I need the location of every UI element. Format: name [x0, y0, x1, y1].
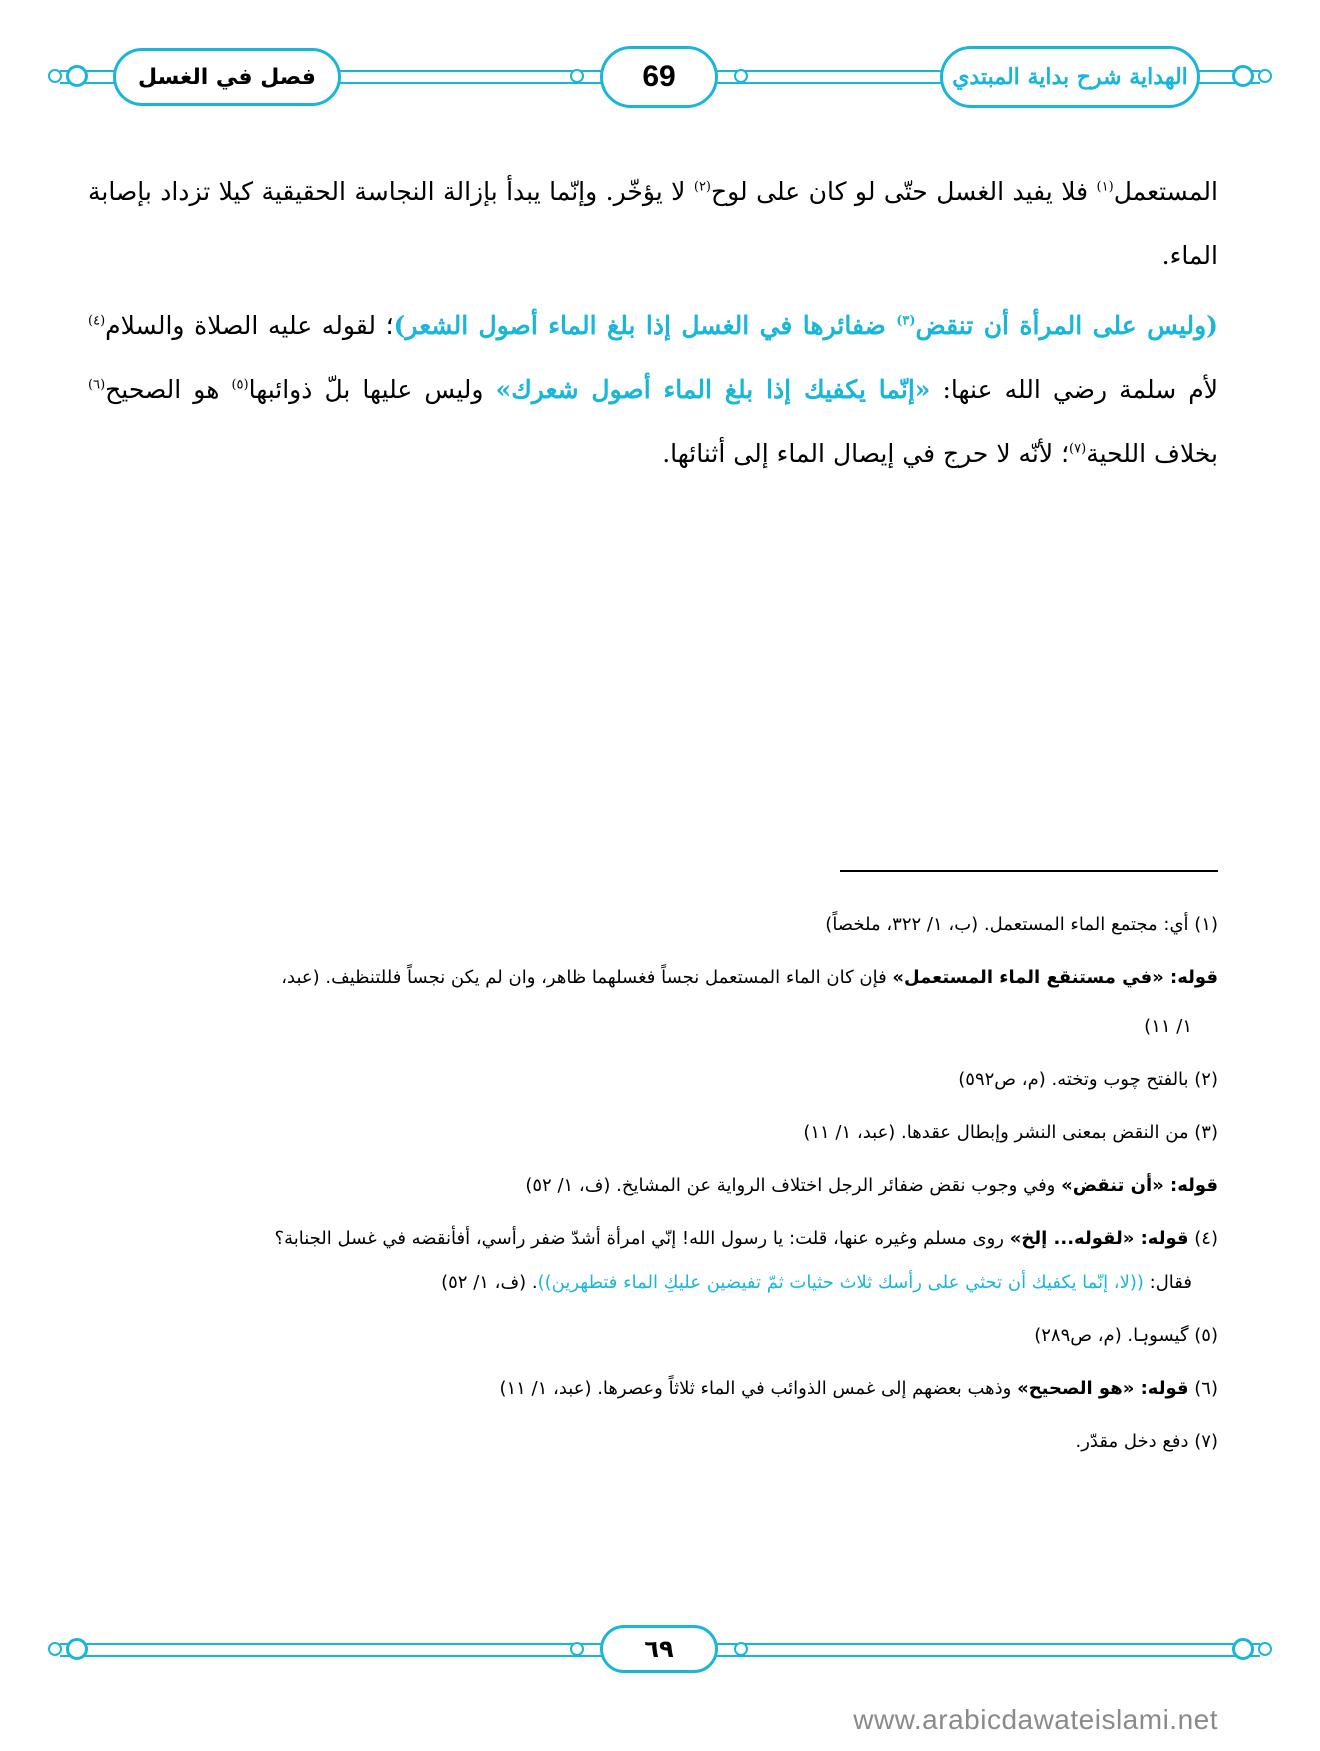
hadith-quote: «إنّما يكفيك إذا بلغ الماء أصول شعرك»: [495, 375, 931, 404]
ornament-right-small-icon: [1258, 1642, 1272, 1656]
ornament-left-small-icon: [48, 69, 62, 83]
footnote-1-commentary: [88, 963, 1218, 993]
footnote-number: (٤): [1188, 1228, 1218, 1249]
footnote-ref[interactable]: (٤): [88, 313, 106, 329]
ornament-left-small-icon: [48, 1642, 62, 1656]
hadith-quote: ((لا، إنّما يكفيك أن تحثي على رأسك ثلاث حثيات ثمّ تفيضين عليكِ الماء فتطهرين)): [537, 1272, 1144, 1293]
footer-page-number: ٦٩: [600, 1625, 718, 1673]
text-run: فلا يفيد الغسل حتّى لو كان على لوح: [711, 177, 1097, 206]
footnote-4-cont: [88, 1268, 1218, 1298]
footnotes: [88, 910, 1218, 1480]
ornament-mid-right-icon: [734, 1642, 748, 1656]
commentary-label: قوله: «في مستنقع الماء المستعمل»: [892, 967, 1218, 988]
footnote-ref[interactable]: (٥): [231, 377, 249, 393]
ornament-mid-right-icon: [734, 69, 748, 83]
ornament-right-icon: [1232, 1638, 1254, 1660]
ornament-right-small-icon: [1258, 69, 1272, 83]
footnote-1-commentary-cont: ١/ ١١): [1144, 1016, 1192, 1037]
text-run: هو الصحيح: [105, 375, 232, 404]
footnote-4: [88, 1224, 1218, 1254]
website-url[interactable]: www.arabicdawateislami.net: [853, 1704, 1218, 1735]
ornament-right-icon: [1232, 65, 1254, 87]
footnote-ref[interactable]: (٦): [88, 377, 106, 393]
footnote-6: [88, 1374, 1218, 1404]
footnote-1: (١) أي: مجتمع الماء المستعمل. (ب، ١/ ٣٢٢، ملخصاً): [825, 914, 1218, 935]
ornament-left-icon: [66, 1638, 88, 1660]
text-run: بخلاف اللحية: [1086, 439, 1218, 468]
text-run: لا يؤخّر. وإنّما يبدأ بإزالة النجاسة الحقيقية كيلا تزداد بإصابة الماء.: [88, 177, 1218, 270]
text-run: لأم سلمة رضي الله عنها:: [930, 375, 1218, 404]
footer-rule-bottom-right: [712, 1655, 1260, 1657]
footnote-number: (٦): [1188, 1378, 1218, 1399]
ornament-mid-left-icon: [570, 69, 584, 83]
ornament-mid-left-icon: [570, 1642, 584, 1656]
page-number: 69: [600, 46, 718, 108]
footnote-ref[interactable]: (١): [1096, 179, 1114, 195]
footnote-5: (٥) گيسوہا. (م، ص٢٨٩): [1034, 1325, 1218, 1346]
footer-rule-top-left: [60, 1643, 605, 1645]
text-run: . (ف، ١/ ٥٢): [441, 1272, 538, 1293]
main-paragraph-1: [88, 160, 1218, 288]
main-paragraph-2: [88, 294, 1218, 486]
commentary-text: وذهب بعضهم إلى غمس الذوائب في الماء ثلاثاً وعصرها. (عبد، ١/ ١١): [499, 1378, 1018, 1399]
footer-rule-top-right: [712, 1643, 1260, 1645]
text-run: فقال:: [1143, 1272, 1192, 1293]
footnote-ref[interactable]: (٧): [1069, 441, 1087, 457]
footnote-separator: [840, 870, 1218, 872]
section-title: فصل في الغسل: [113, 48, 341, 106]
footnote-ref[interactable]: (٣): [896, 313, 916, 329]
text-run: المستعمل: [1113, 177, 1218, 206]
text-run: ؛ لأنّه لا حرج في إيصال الماء إلى أثنائها.: [662, 439, 1070, 468]
footnote-7: (٧) دفع دخل مقدّر.: [1075, 1431, 1218, 1452]
commentary-text: روى مسلم وغيره عنها، قلت: يا رسول الله! إنّي امرأة أشدّ ضفر رأسي، أفأنقضه في غسل الجنابة؟: [274, 1228, 1010, 1249]
footer-rule-bottom-left: [60, 1655, 605, 1657]
commentary-text: وفي وجوب نقض ضفائر الرجل اختلاف الرواية عن المشايخ. (ف، ١/ ٥٢): [525, 1175, 1062, 1196]
text-run: ؛ لقوله عليه الصلاة والسلام: [105, 311, 394, 340]
text-run: وليس عليها بلّ ذوائبها: [248, 375, 496, 404]
footnote-2: (٢) بالفتح چوب وتخته. (م، ص٥٩٢): [958, 1069, 1218, 1090]
commentary-label: قوله: «أن تنقض»: [1061, 1175, 1218, 1196]
commentary-label: قوله: «لقوله... إلخ»: [1009, 1228, 1189, 1249]
footnote-3: (٣) من النقض بمعنى النشر وإبطال عقدها. (عبد، ١/ ١١): [803, 1122, 1218, 1143]
footnote-3-commentary: [88, 1171, 1218, 1201]
commentary-text: فإن كان الماء المستعمل نجساً فغسلهما ظاهر، وان لم يكن نجساً فللتنظيف. (عبد،: [281, 967, 893, 988]
matn-text: (وليس على المرأة أن تنقض: [915, 311, 1219, 340]
commentary-label: قوله: «هو الصحيح»: [1017, 1378, 1189, 1399]
book-title: الهداية شرح بداية المبتدي: [940, 46, 1200, 108]
ornament-left-icon: [66, 65, 88, 87]
matn-text: ضفائرها في الغسل إذا بلغ الماء أصول الشعر): [393, 311, 897, 340]
footnote-ref[interactable]: (٢): [693, 179, 711, 195]
